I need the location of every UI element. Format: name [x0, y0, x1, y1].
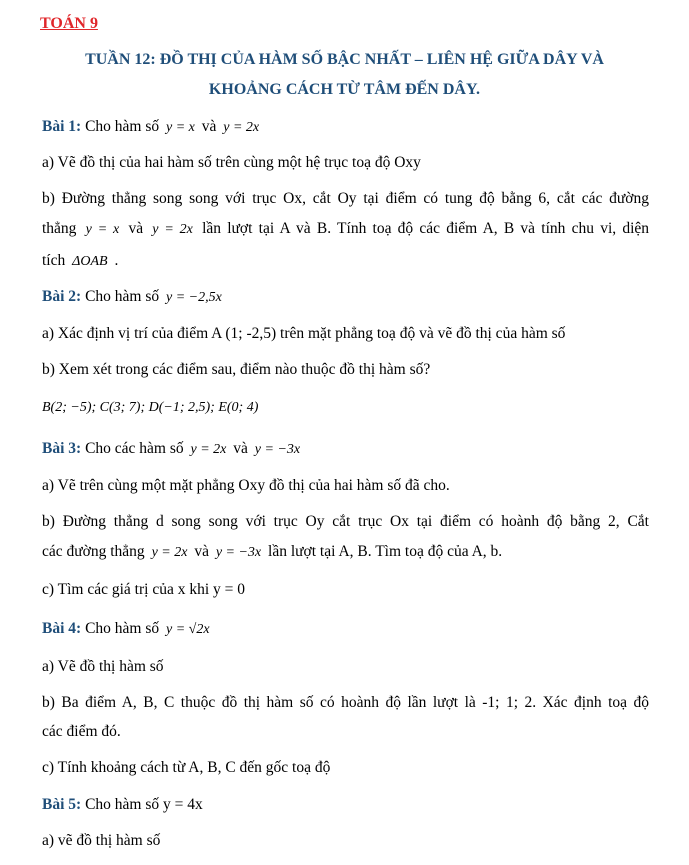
bai3-b2-pre: các đường thẳng	[42, 543, 145, 560]
bai4-part-c: c) Tính khoảng cách từ A, B, C đến gốc toạ độ	[42, 759, 331, 776]
bai3-b2-function-2: y = −3x	[215, 545, 262, 560]
bai1-and: và	[201, 118, 217, 135]
bai3-heading	[42, 438, 649, 461]
bai5-part-a: a) vẽ đồ thị hàm số	[42, 832, 161, 849]
bai1-intro: Cho hàm số	[85, 118, 160, 135]
bai4-part-b-line-2: các điểm đó.	[42, 723, 121, 740]
bai1-triangle: ΔOAB	[72, 254, 108, 269]
bai1-b2-function-1: y = x	[85, 222, 120, 237]
bai4-part-b-line-1: b) Ba điểm A, B, C thuộc đồ thị hàm số có hoành độ lần lượt là -1; 1; 2. Xác định toạ độ	[42, 694, 649, 711]
bai1-b2-function-2: y = 2x	[152, 222, 193, 237]
subject-label: TOÁN 9	[40, 15, 98, 32]
bai3-part-c: c) Tìm các giá trị của x khi y = 0	[42, 581, 245, 598]
bai1-b2-post: lần lượt tại A và B. Tính toạ độ các điểm A, B và tính chu vi, diện	[202, 220, 650, 237]
bai2-part-b: b) Xem xét trong các điểm sau, điểm nào thuộc đồ thị hàm số?	[42, 361, 431, 378]
bai5-label: Bài 5:	[42, 796, 82, 813]
bai1-label: Bài 1:	[42, 118, 82, 135]
bai5-heading	[42, 794, 649, 816]
bai4-intro: Cho hàm số	[85, 620, 160, 637]
bai2-points: B(2; −5); C(3; 7); D(−1; 2,5); E(0; 4)	[42, 400, 259, 415]
bai1-heading	[42, 116, 649, 139]
bai3-part-b-line-2	[42, 541, 649, 564]
bai1-function-1: y = x	[166, 120, 195, 135]
bai3-label: Bài 3:	[42, 440, 82, 457]
bai3-part-a: a) Vẽ trên cùng một mặt phẳng Oxy đồ thị của hai hàm số đã cho.	[42, 477, 450, 494]
bai1-part-b-line-3	[42, 250, 649, 273]
bai2-function: y = −2,5x	[166, 290, 222, 305]
bai4-function: y = √2x	[166, 622, 210, 637]
bai1-b2-and: và	[128, 220, 144, 237]
bai3-b2-and: và	[194, 543, 209, 560]
bai2-label: Bài 2:	[42, 288, 82, 305]
bai1-part-b-line-1: b) Đường thẳng song song với trục Ox, cắt Oy tại điểm có tung độ bằng 6, cắt các đường	[42, 190, 649, 207]
bai3-function-2: y = −3x	[254, 442, 301, 457]
bai1-b3-pre: tích	[42, 252, 66, 269]
page-title-line-2: KHOẢNG CÁCH TỪ TÂM ĐẾN DÂY.	[208, 81, 481, 98]
bai2-part-a: a) Xác định vị trí của điểm A (1; -2,5) trên mặt phẳng toạ độ và vẽ đồ thị của hàm số	[42, 325, 566, 342]
bai4-part-a: a) Vẽ đồ thị hàm số	[42, 658, 164, 675]
bai3-b2-post: lần lượt tại A, B. Tìm toạ độ của A, b.	[268, 543, 503, 560]
bai2-points-line	[42, 396, 649, 419]
bai3-and: và	[233, 440, 248, 457]
bai3-b2-function-1: y = 2x	[151, 545, 188, 560]
bai4-label: Bài 4:	[42, 620, 82, 637]
bai4-heading	[42, 618, 649, 641]
bai1-b3-post: .	[114, 252, 119, 269]
page-title-line-1: TUẦN 12: ĐỒ THỊ CỦA HÀM SỐ BẬC NHẤT – LIÊN HỆ GIỮA DÂY VÀ	[85, 51, 604, 68]
bai5-intro: Cho hàm số y = 4x	[85, 796, 203, 813]
bai1-function-2: y = 2x	[223, 120, 260, 135]
bai3-function-1: y = 2x	[190, 442, 227, 457]
bai3-part-b-line-1: b) Đường thẳng d song song với trục Oy cắt trục Ox tại điểm có hoành độ bằng 2, Cắt	[42, 513, 649, 530]
bai1-part-b-line-2	[42, 218, 649, 241]
bai1-part-a: a) Vẽ đồ thị của hai hàm số trên cùng một hệ trục toạ độ Oxy	[42, 154, 421, 171]
bai2-intro: Cho hàm số	[85, 288, 160, 305]
bai2-heading	[42, 286, 649, 309]
bai3-intro: Cho các hàm số	[85, 440, 184, 457]
bai1-b2-pre: thẳng	[42, 220, 77, 237]
